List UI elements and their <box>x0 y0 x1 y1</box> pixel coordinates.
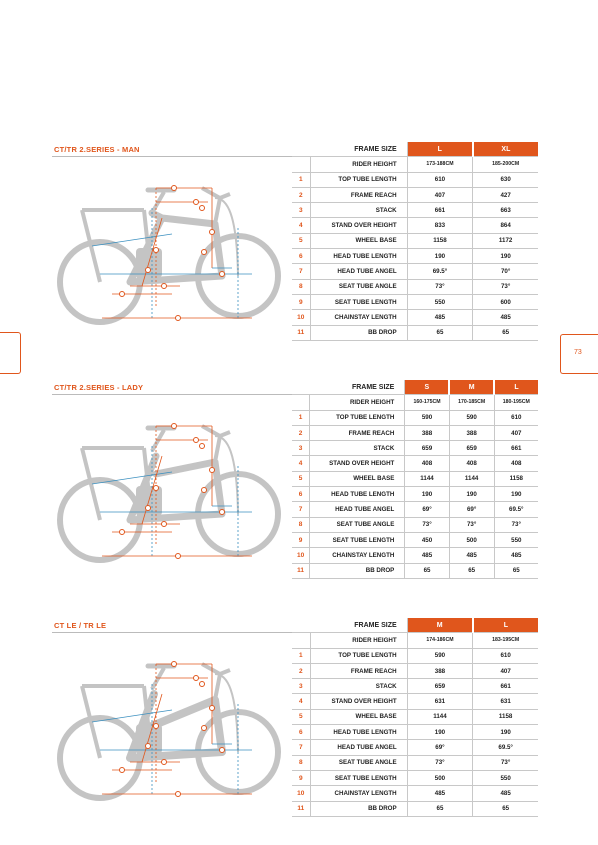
value-cell: 388 <box>405 425 449 440</box>
value-cell: 73° <box>407 279 473 294</box>
table-row <box>292 264 538 279</box>
value-cell: 65 <box>473 801 538 816</box>
rider-height-cell: 170-185CM <box>449 395 494 410</box>
value-cell: 1158 <box>407 233 473 248</box>
value-cell: 590 <box>449 410 494 425</box>
value-cell: 485 <box>473 310 538 325</box>
table-row <box>292 187 538 202</box>
value-cell: 485 <box>405 548 449 563</box>
table-row <box>292 294 538 309</box>
row-number: 6 <box>292 249 310 264</box>
value-cell: 407 <box>473 663 538 678</box>
row-number: 8 <box>292 517 310 532</box>
table-row <box>292 755 538 770</box>
row-label: WHEEL BASE <box>310 233 407 248</box>
value-cell: 550 <box>473 770 538 785</box>
frame-size-row <box>292 380 538 395</box>
row-number: 6 <box>292 487 310 502</box>
value-cell: 73° <box>473 755 538 770</box>
value-cell: 190 <box>407 249 473 264</box>
table-row <box>292 310 538 325</box>
section-title: CT/TR 2.SERIES - LADY <box>54 383 144 392</box>
rider-height-row <box>292 633 538 648</box>
table-row <box>292 663 538 678</box>
value-cell: 610 <box>473 648 538 663</box>
rider-height-row <box>292 395 538 410</box>
value-cell: 73° <box>449 517 494 532</box>
size-cell: L <box>494 380 538 395</box>
value-cell: 864 <box>473 218 538 233</box>
bike-geometry-diagram <box>52 396 310 564</box>
value-cell: 610 <box>494 410 538 425</box>
row-label: SEAT TUBE ANGLE <box>310 279 407 294</box>
row-label: CHAINSTAY LENGTH <box>310 786 407 801</box>
value-cell: 659 <box>449 441 494 456</box>
frame-size-row <box>292 142 538 157</box>
value-cell: 659 <box>405 441 449 456</box>
value-cell: 550 <box>407 294 473 309</box>
value-cell: 600 <box>473 294 538 309</box>
row-number: 3 <box>292 203 310 218</box>
value-cell: 388 <box>407 663 473 678</box>
row-number: 6 <box>292 725 310 740</box>
table-row <box>292 563 538 578</box>
size-cell: L <box>473 618 538 633</box>
row-number: 1 <box>292 410 310 425</box>
value-cell: 408 <box>405 456 449 471</box>
row-number: 2 <box>292 425 310 440</box>
value-cell: 65 <box>449 563 494 578</box>
page-number: 73 <box>574 349 582 356</box>
section-title: CT LE / TR LE <box>54 621 107 630</box>
row-number: 11 <box>292 563 310 578</box>
value-cell: 485 <box>449 548 494 563</box>
value-cell: 70° <box>473 264 538 279</box>
frame-size-label: FRAME SIZE <box>310 142 407 157</box>
value-cell: 69° <box>407 740 473 755</box>
page-edge-tab-left <box>0 332 21 374</box>
row-number: 5 <box>292 471 310 486</box>
value-cell: 485 <box>473 786 538 801</box>
value-cell: 1144 <box>449 471 494 486</box>
table-row <box>292 487 538 502</box>
row-label: BB DROP <box>310 563 405 578</box>
table-row <box>292 786 538 801</box>
value-cell: 65 <box>494 563 538 578</box>
frame-size-row <box>292 618 538 633</box>
value-cell: 590 <box>407 648 473 663</box>
value-cell: 631 <box>407 694 473 709</box>
table-row <box>292 279 538 294</box>
row-number: 3 <box>292 679 310 694</box>
value-cell: 485 <box>494 548 538 563</box>
value-cell: 590 <box>405 410 449 425</box>
value-cell: 190 <box>405 487 449 502</box>
row-label: TOP TUBE LENGTH <box>310 410 405 425</box>
value-cell: 407 <box>407 187 473 202</box>
value-cell: 450 <box>405 532 449 547</box>
row-label: STAND OVER HEIGHT <box>310 218 407 233</box>
row-number: 11 <box>292 325 310 340</box>
row-label: HEAD TUBE LENGTH <box>310 249 407 264</box>
table-row <box>292 694 538 709</box>
value-cell: 485 <box>407 786 473 801</box>
rider-height-cell: 173-188CM <box>407 157 473 172</box>
value-cell: 408 <box>494 456 538 471</box>
value-cell: 73° <box>407 755 473 770</box>
table-row <box>292 203 538 218</box>
table-row <box>292 218 538 233</box>
row-label: STACK <box>310 679 407 694</box>
geometry-section-man <box>52 142 538 337</box>
rider-height-cell: 174-186CM <box>407 633 473 648</box>
value-cell: 427 <box>473 187 538 202</box>
value-cell: 550 <box>494 532 538 547</box>
table-row <box>292 548 538 563</box>
row-number: 8 <box>292 279 310 294</box>
value-cell: 65 <box>407 325 473 340</box>
value-cell: 1158 <box>494 471 538 486</box>
value-cell: 190 <box>407 725 473 740</box>
row-number: 9 <box>292 532 310 547</box>
row-number: 11 <box>292 801 310 816</box>
frame-size-label: FRAME SIZE <box>310 618 407 633</box>
row-label: STACK <box>310 203 407 218</box>
row-label: SEAT TUBE LENGTH <box>310 294 407 309</box>
row-label: SEAT TUBE LENGTH <box>310 770 407 785</box>
geometry-table <box>292 380 538 579</box>
value-cell: 610 <box>407 172 473 187</box>
row-label: WHEEL BASE <box>310 471 405 486</box>
rider-height-cell: 180-195CM <box>494 395 538 410</box>
value-cell: 65 <box>473 325 538 340</box>
row-number: 10 <box>292 548 310 563</box>
row-label: HEAD TUBE LENGTH <box>310 725 407 740</box>
row-number: 4 <box>292 456 310 471</box>
row-label: HEAD TUBE ANGEL <box>310 740 407 755</box>
row-number: 2 <box>292 187 310 202</box>
row-number: 7 <box>292 264 310 279</box>
value-cell: 69° <box>449 502 494 517</box>
row-number: 1 <box>292 648 310 663</box>
row-number: 4 <box>292 694 310 709</box>
table-row <box>292 325 538 340</box>
value-cell: 65 <box>407 801 473 816</box>
row-number: 10 <box>292 310 310 325</box>
table-row <box>292 441 538 456</box>
geometry-table <box>292 142 538 341</box>
size-cell: L <box>407 142 473 157</box>
value-cell: 190 <box>494 487 538 502</box>
row-number: 7 <box>292 502 310 517</box>
row-label: FRAME REACH <box>310 425 405 440</box>
row-label: FRAME REACH <box>310 663 407 678</box>
row-label: CHAINSTAY LENGTH <box>310 310 407 325</box>
row-label: BB DROP <box>310 801 407 816</box>
value-cell: 1144 <box>405 471 449 486</box>
row-label: BB DROP <box>310 325 407 340</box>
rider-height-cell: 160-175CM <box>405 395 449 410</box>
table-row <box>292 456 538 471</box>
table-row <box>292 648 538 663</box>
table-row <box>292 502 538 517</box>
row-number: 9 <box>292 294 310 309</box>
section-title: CT/TR 2.SERIES - MAN <box>54 145 140 154</box>
row-label: TOP TUBE LENGTH <box>310 172 407 187</box>
row-label: STAND OVER HEIGHT <box>310 456 405 471</box>
value-cell: 73° <box>494 517 538 532</box>
value-cell: 73° <box>405 517 449 532</box>
size-cell: S <box>405 380 449 395</box>
row-label: HEAD TUBE ANGEL <box>310 264 407 279</box>
value-cell: 73° <box>473 279 538 294</box>
geometry-section-le <box>52 618 538 813</box>
size-cell: XL <box>473 142 538 157</box>
value-cell: 659 <box>407 679 473 694</box>
value-cell: 1172 <box>473 233 538 248</box>
table-row <box>292 233 538 248</box>
row-label: CHAINSTAY LENGTH <box>310 548 405 563</box>
row-label: STACK <box>310 441 405 456</box>
bike-geometry-diagram <box>52 634 310 802</box>
table-row <box>292 725 538 740</box>
value-cell: 388 <box>449 425 494 440</box>
value-cell: 69° <box>405 502 449 517</box>
value-cell: 661 <box>494 441 538 456</box>
table-row <box>292 709 538 724</box>
bike-silhouette <box>60 188 278 322</box>
value-cell: 1158 <box>473 709 538 724</box>
row-number: 1 <box>292 172 310 187</box>
table-row <box>292 172 538 187</box>
row-number: 2 <box>292 663 310 678</box>
row-label: TOP TUBE LENGTH <box>310 648 407 663</box>
row-number: 4 <box>292 218 310 233</box>
row-number: 3 <box>292 441 310 456</box>
size-cell: M <box>407 618 473 633</box>
geometry-table <box>292 618 538 817</box>
table-row <box>292 249 538 264</box>
bike-silhouette <box>60 426 278 560</box>
frame-size-label: FRAME SIZE <box>310 380 405 395</box>
row-label: HEAD TUBE LENGTH <box>310 487 405 502</box>
value-cell: 190 <box>449 487 494 502</box>
value-cell: 190 <box>473 249 538 264</box>
value-cell: 408 <box>449 456 494 471</box>
value-cell: 663 <box>473 203 538 218</box>
rider-height-cell: 185-200CM <box>473 157 538 172</box>
table-row <box>292 471 538 486</box>
bike-silhouette <box>60 664 278 798</box>
value-cell: 407 <box>494 425 538 440</box>
row-number: 5 <box>292 709 310 724</box>
row-label: HEAD TUBE ANGEL <box>310 502 405 517</box>
geometry-section-lady <box>52 380 538 575</box>
row-label: STAND OVER HEIGHT <box>310 694 407 709</box>
value-cell: 630 <box>473 172 538 187</box>
rider-height-label: RIDER HEIGHT <box>310 633 407 648</box>
rider-height-label: RIDER HEIGHT <box>310 157 407 172</box>
value-cell: 833 <box>407 218 473 233</box>
table-row <box>292 740 538 755</box>
size-cell: M <box>449 380 494 395</box>
row-label: SEAT TUBE ANGLE <box>310 755 407 770</box>
table-row <box>292 410 538 425</box>
value-cell: 1144 <box>407 709 473 724</box>
rider-height-cell: 183-195CM <box>473 633 538 648</box>
table-row <box>292 517 538 532</box>
table-row <box>292 532 538 547</box>
value-cell: 190 <box>473 725 538 740</box>
value-cell: 69.5° <box>494 502 538 517</box>
value-cell: 661 <box>407 203 473 218</box>
value-cell: 661 <box>473 679 538 694</box>
table-row <box>292 425 538 440</box>
bike-geometry-diagram <box>52 158 310 326</box>
rider-height-row <box>292 157 538 172</box>
value-cell: 69.5° <box>473 740 538 755</box>
row-number: 10 <box>292 786 310 801</box>
value-cell: 485 <box>407 310 473 325</box>
row-number: 5 <box>292 233 310 248</box>
value-cell: 500 <box>449 532 494 547</box>
table-row <box>292 770 538 785</box>
rider-height-label: RIDER HEIGHT <box>310 395 405 410</box>
row-number: 7 <box>292 740 310 755</box>
row-label: SEAT TUBE LENGTH <box>310 532 405 547</box>
table-row <box>292 801 538 816</box>
value-cell: 500 <box>407 770 473 785</box>
row-label: FRAME REACH <box>310 187 407 202</box>
value-cell: 631 <box>473 694 538 709</box>
row-label: SEAT TUBE ANGLE <box>310 517 405 532</box>
row-number: 8 <box>292 755 310 770</box>
row-label: WHEEL BASE <box>310 709 407 724</box>
value-cell: 69.5° <box>407 264 473 279</box>
value-cell: 65 <box>405 563 449 578</box>
row-number: 9 <box>292 770 310 785</box>
table-row <box>292 679 538 694</box>
